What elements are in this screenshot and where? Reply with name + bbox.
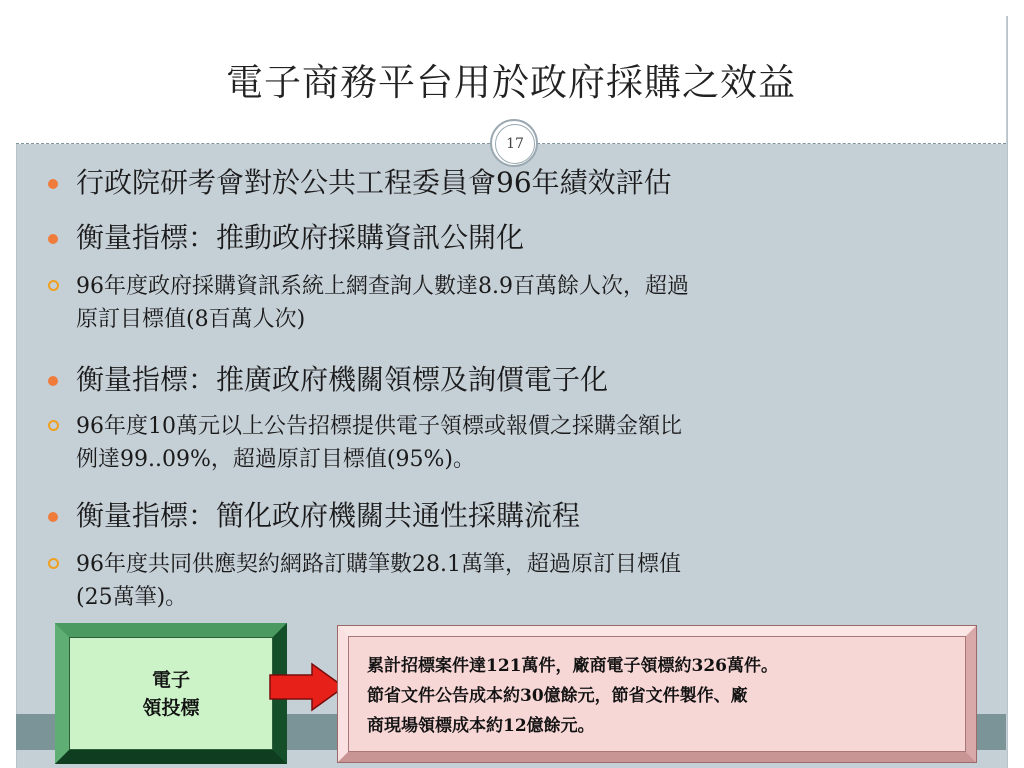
page-number: 17	[495, 124, 535, 164]
bevel-edge	[338, 752, 976, 762]
benefit-line: 商現場領標成本約12億餘元。	[367, 716, 595, 736]
sub-bullet-line: 96年度政府採購資訊系統上網查詢人數達8.9百萬餘人次，超過	[76, 274, 689, 299]
sub-bullet-line: 例達99..09%，超過原訂目標值(95%)。	[76, 447, 475, 472]
bullet-text: 衡量指標：推動政府採購資訊公開化	[76, 221, 525, 254]
bullet-dot-icon	[48, 179, 58, 189]
sub-bullet-line: (25萬筆)。	[76, 585, 188, 610]
e-tendering-label	[69, 637, 273, 750]
right-arrow-icon	[268, 662, 346, 712]
e-tendering-line: 電子	[151, 668, 190, 691]
sub-bullet-line: 原訂目標值(8百萬人次)	[76, 307, 306, 332]
bullet-ring-icon	[48, 420, 59, 431]
e-tendering-box	[55, 623, 287, 764]
bullet-dot-icon	[48, 376, 58, 386]
benefit-line: 累計招標案件達121萬件，廠商電子領標約326萬件。	[367, 656, 778, 676]
bullet-text: 衡量指標：推廣政府機關領標及詢價電子化	[76, 363, 609, 396]
benefit-summary-box	[337, 625, 977, 763]
bevel-edge	[55, 623, 287, 637]
bullet-text: 衡量指標：簡化政府機關共通性採購流程	[76, 499, 581, 532]
e-tendering-line: 領投標	[142, 696, 200, 719]
bullet-ring-icon	[48, 280, 59, 291]
sub-bullet-text	[76, 410, 682, 476]
sub-bullet-text	[76, 270, 689, 336]
benefit-summary-text	[348, 636, 966, 752]
bevel-edge	[338, 626, 976, 636]
sub-bullet-line: 96年度共同供應契約網路訂購筆數28.1萬筆，超過原訂目標值	[76, 552, 681, 577]
bevel-edge	[966, 626, 976, 762]
bullet-ring-icon	[48, 558, 59, 569]
bevel-edge	[55, 750, 287, 764]
page-number-badge	[490, 119, 538, 167]
bullet-dot-icon	[48, 512, 58, 522]
bevel-edge	[338, 626, 348, 762]
bullet-text: 行政院研考會對於公共工程委員會96年績效評估	[76, 166, 672, 199]
sub-bullet-line: 96年度10萬元以上公告招標提供電子領標或報價之採購金額比	[76, 414, 682, 439]
bullet-dot-icon	[48, 234, 58, 244]
sub-bullet-text	[76, 548, 681, 614]
bevel-edge	[55, 623, 69, 764]
benefit-line: 節省文件公告成本約30億餘元，節省文件製作、廠	[367, 686, 748, 706]
slide-title: 電子商務平台用於政府採購之效益	[226, 61, 796, 104]
